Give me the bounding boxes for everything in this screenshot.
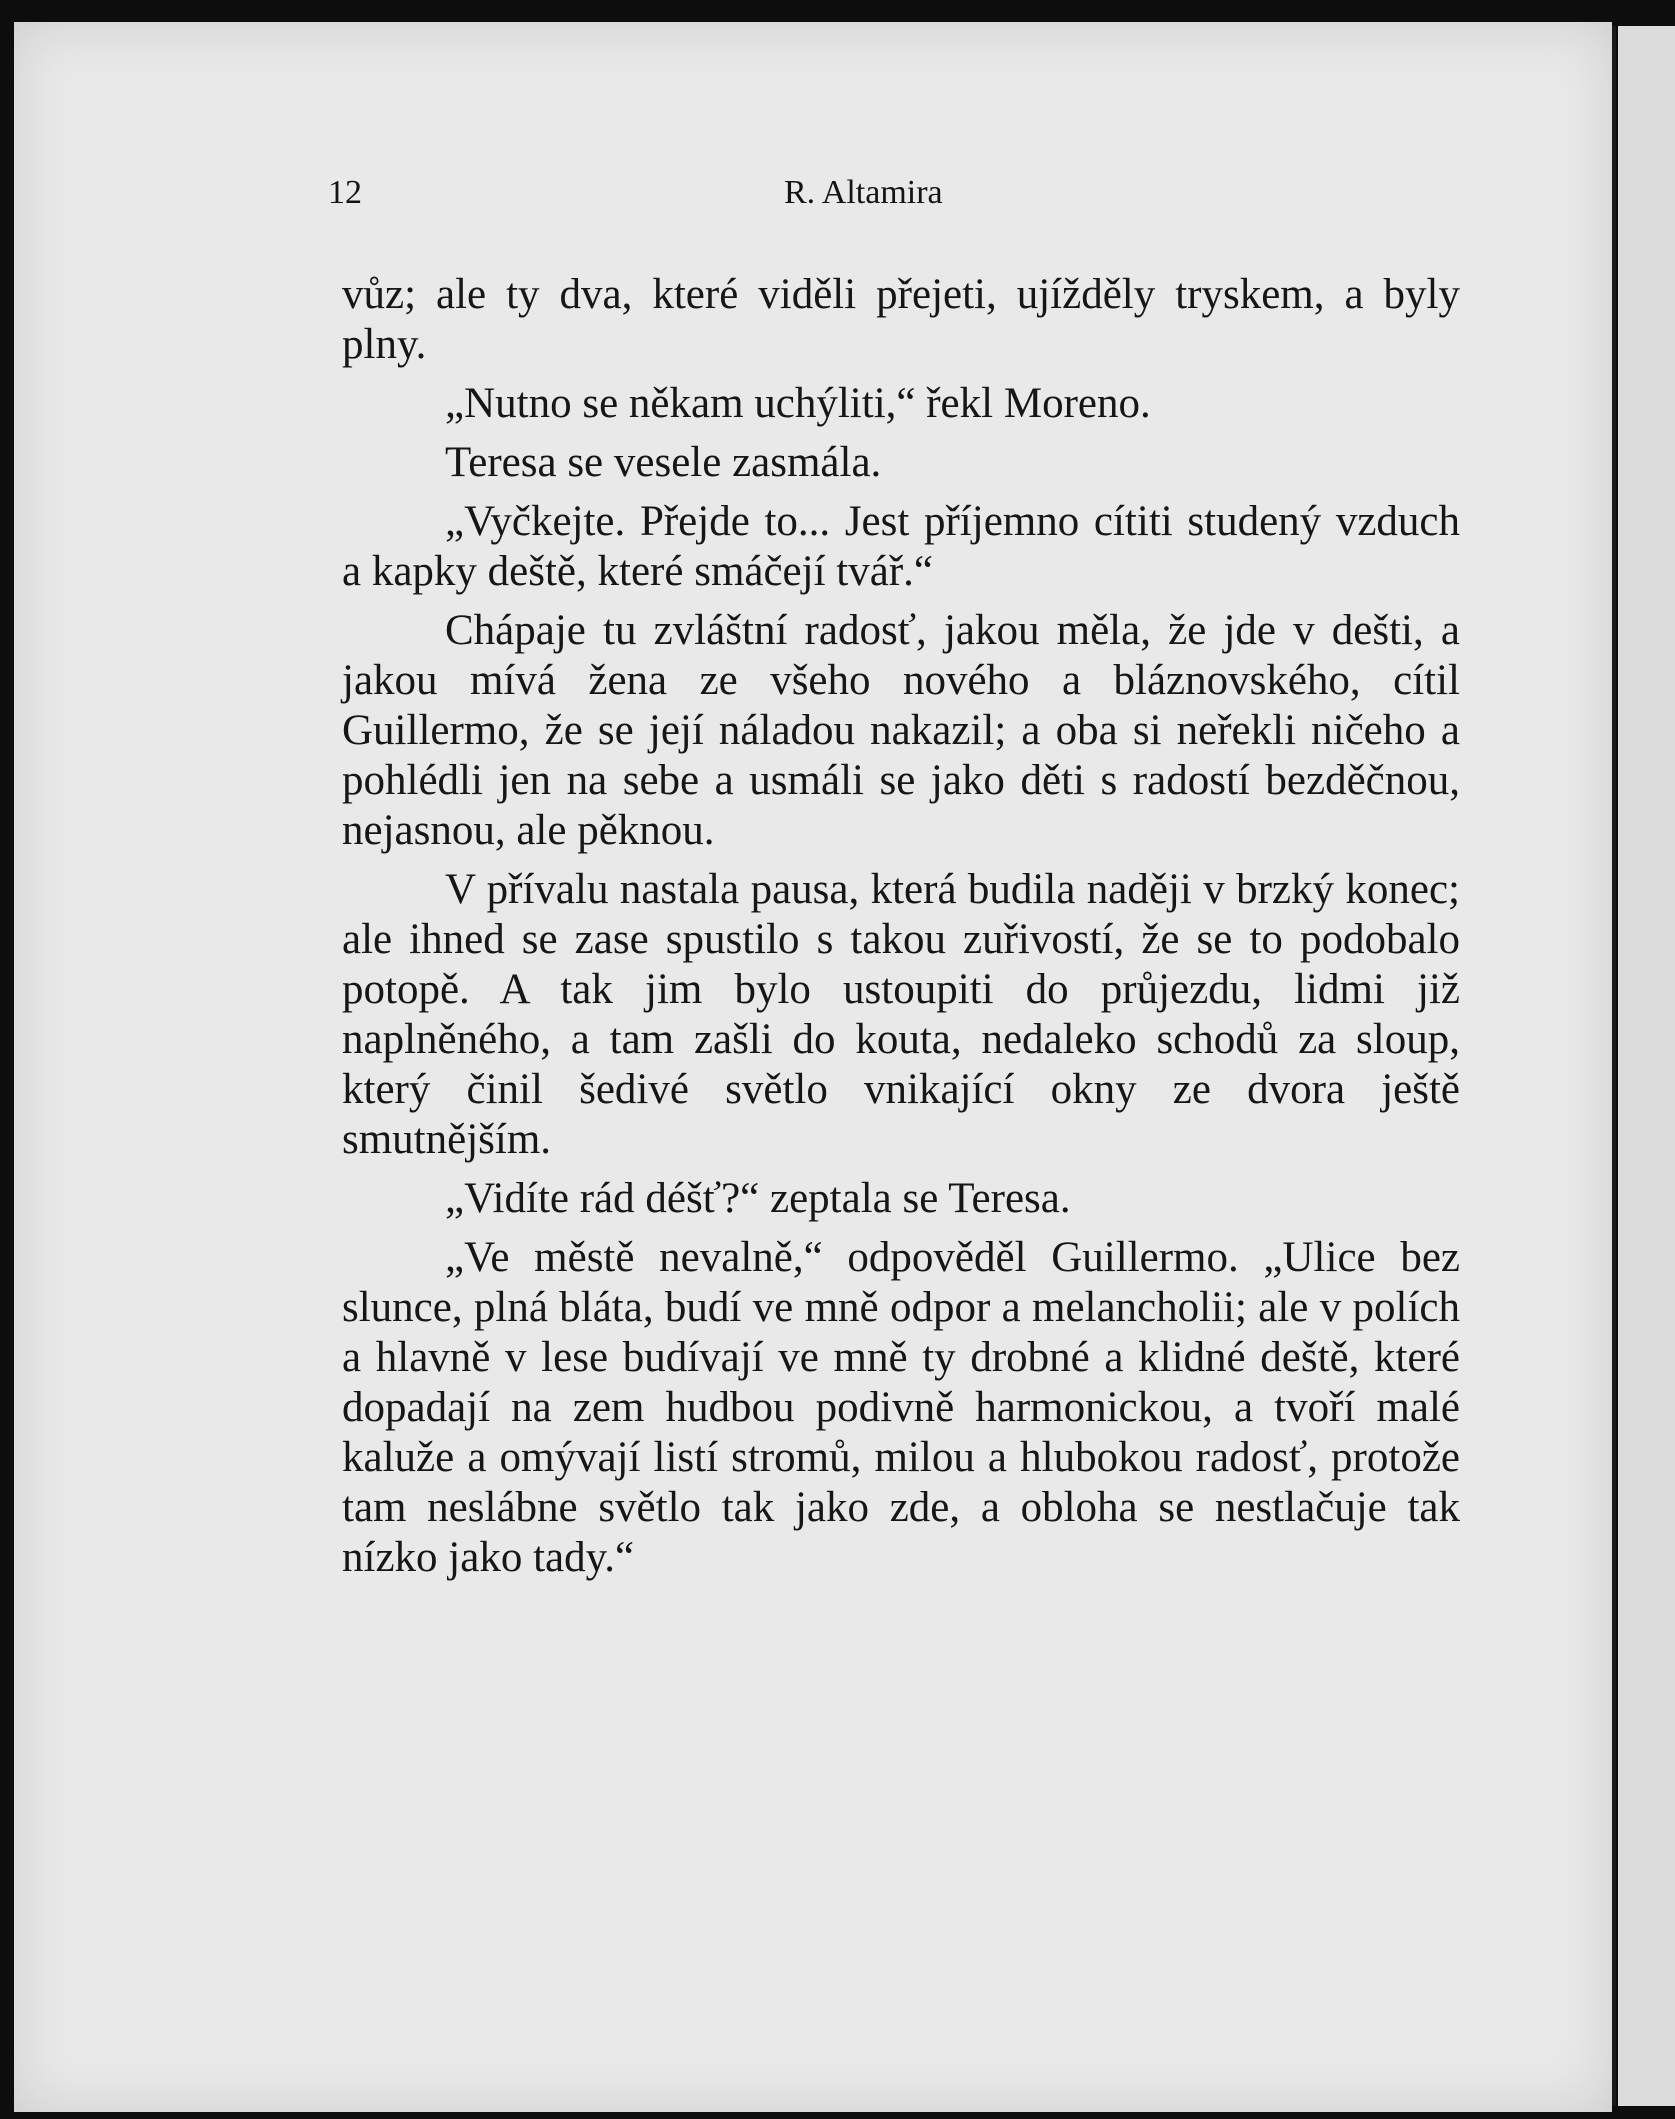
running-title: R. Altamira [784, 174, 943, 211]
page-number: 12 [328, 174, 362, 211]
paragraph: Teresa se vesele zasmála. [445, 439, 882, 486]
paragraph: Chápaje tu zvláštní radosť, jakou měla, že jde v dešti, a jakou mívá žena ze všeho nového a bláznovského, cítil Guillermo, že se její náladou nakazil; a oba si neřekli ničeho a pohlédli jen na sebe a usmáli se jako děti s radostí bezděčnou, nejasnou, ale pěknou. [342, 607, 1460, 854]
paragraph: „Vyčkejte. Přejde to... Jest příjemno cítiti studený vzduch a kapky deště, které smáčejí tvář.“ [342, 498, 1460, 595]
body-text [342, 270, 1460, 1592]
paragraph: „Nutno se někam uchýliti,“ řekl Moreno. [445, 380, 1151, 427]
paragraph: vůz; ale ty dva, které viděli přejeti, ujížděly tryskem, a byly plny. [342, 271, 1460, 368]
paragraph: V přívalu nastala pausa, která budila naději v brzký konec; ale ihned se zase spustilo s takou zuřivostí, že se to podobalo potopě. A tak jim bylo ustoupiti do průjezdu, lidmi již naplněného, a tam zašli do kouta, nedaleko schodů za sloup, který činil šedivé světlo vnikající okny ze dvora ještě smutnějším. [342, 866, 1460, 1163]
paragraph: „Ve městě nevalně,“ odpověděl Guillermo. „Ulice bez slunce, plná bláta, budí ve mně odpor a melancholii; ale v polích a hlavně v lese budívají ve mně ty drobné a klidné deště, které dopadají na zem hudbou podivně harmonickou, a tvoří malé kaluže a omývají listí stromů, milou a hlubokou radosť, protože tam neslábne světlo tak jako zde, a obloha se nestlačuje tak nízko jako tady.“ [342, 1234, 1460, 1581]
next-page-edge [1618, 26, 1675, 2106]
book-page [14, 22, 1612, 2112]
paragraph: „Vidíte rád déšť?“ zeptala se Teresa. [445, 1175, 1071, 1222]
running-head [14, 174, 1612, 224]
